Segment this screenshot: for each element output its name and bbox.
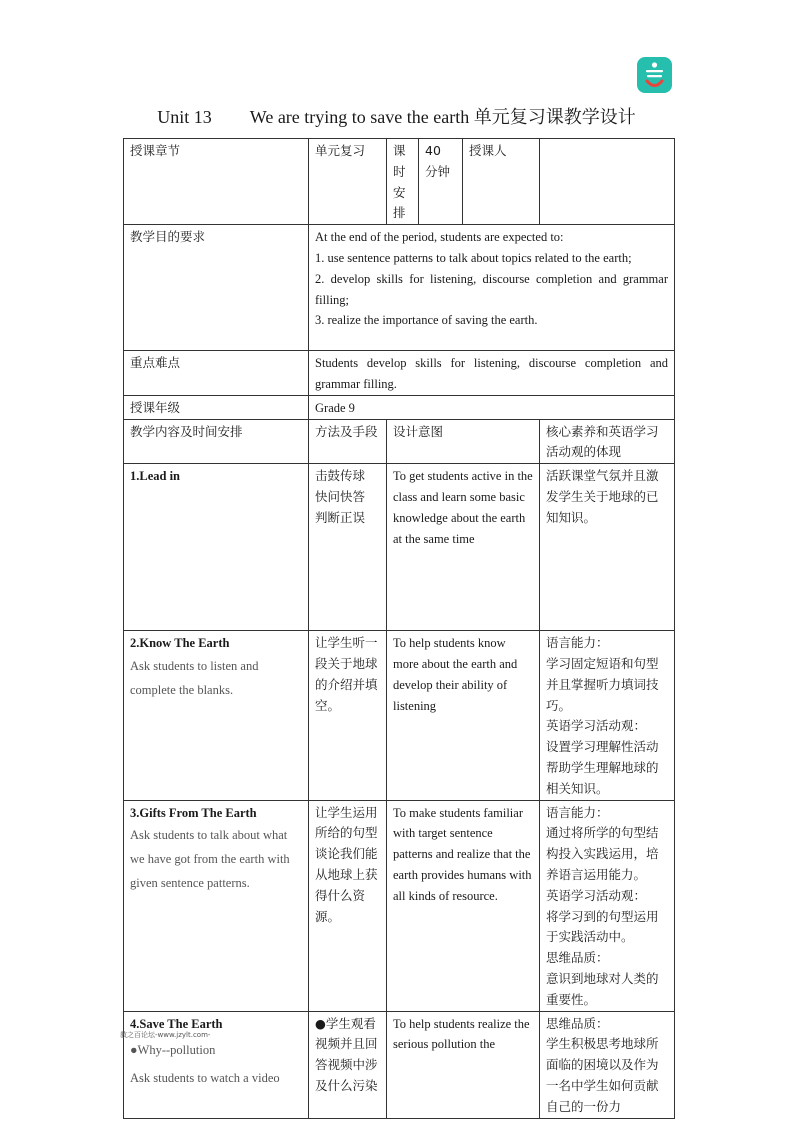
- lead-in-intent: To get students active in the class and learn some basic knowledge about the earth at the same time: [387, 464, 540, 631]
- teacher-label: 授课人: [463, 139, 540, 225]
- header-intent: 设计意图: [387, 419, 540, 464]
- time-value: 40 分钟: [419, 139, 463, 225]
- save-earth-task: Ask students to watch a video: [130, 1071, 280, 1086]
- save-earth-bullet: ●Why--pollution: [130, 1043, 216, 1058]
- book-logo-icon: [637, 57, 672, 93]
- row-gifts-earth: [124, 800, 675, 1011]
- gifts-earth-intent: To make students familiar with target sentence patterns and realize that the earth provides humans with all kinds of resource.: [387, 800, 540, 1011]
- row-chapter: [124, 139, 675, 225]
- save-earth-cell: [124, 1011, 309, 1118]
- objective-2: 2. develop skills for listening, discourse completion and grammar filling;: [315, 271, 668, 307]
- lead-in-heading: 1.Lead in: [124, 464, 309, 631]
- lesson-plan-table: [123, 138, 675, 1119]
- gifts-earth-cell: [124, 800, 309, 1011]
- row-key-points: [124, 351, 675, 396]
- label-objectives: 教学目的要求: [124, 225, 309, 351]
- teacher-value: [540, 139, 675, 225]
- know-earth-method: 让学生听一段关于地球的介绍并填空。: [309, 631, 387, 800]
- objective-intro: At the end of the period, students are expected to:: [315, 230, 564, 245]
- row-save-earth: [124, 1011, 675, 1118]
- chapter-value: 单元复习: [309, 139, 387, 225]
- row-column-headers: [124, 419, 675, 464]
- know-earth-heading: 2.Know The Earth: [130, 636, 230, 651]
- key-points-content: Students develop skills for listening, discourse completion and grammar filling.: [309, 351, 675, 396]
- page-title: [0, 103, 793, 129]
- know-earth-task: Ask students to listen and complete the blanks.: [130, 658, 259, 697]
- header-method: 方法及手段: [309, 419, 387, 464]
- label-key-points: 重点难点: [124, 351, 309, 396]
- title-unit: Unit 13: [157, 107, 212, 127]
- save-earth-method: ●学生观看视频并且回答视频中涉及什么污染: [309, 1011, 387, 1118]
- time-label: 课时安排: [387, 139, 419, 225]
- header-content: 教学内容及时间安排: [124, 419, 309, 464]
- lead-in-core: 活跃课堂气氛并且激发学生关于地球的已知知识。: [540, 464, 675, 631]
- row-grade: [124, 395, 675, 419]
- objective-3: 3. realize the importance of saving the earth.: [315, 313, 538, 328]
- gifts-earth-core: 语言能力： 通过将所学的句型结构投入实践运用，培养语言运用能力。 英语学习活动观： 将学习到的句型运用于实践活动中。 思维品质： 意识到地球对人类的重要性。: [540, 800, 675, 1011]
- lead-in-method: 击鼓传球 快问快答 判断正误: [309, 464, 387, 631]
- save-earth-intent: To help students realize the serious pollution the: [387, 1011, 540, 1118]
- row-lead-in: [124, 464, 675, 631]
- objectives-content: [309, 225, 675, 351]
- save-earth-heading: 4.Save The Earth: [130, 1016, 223, 1031]
- gifts-earth-heading: 3.Gifts From The Earth: [130, 805, 257, 820]
- know-earth-core: 语言能力： 学习固定短语和句型并且掌握听力填词技巧。 英语学习活动观： 设置学习理解性活动帮助学生理解地球的相关知识。: [540, 631, 675, 800]
- know-earth-intent: To help students know more about the earth and develop their ability of listening: [387, 631, 540, 800]
- gifts-earth-method: 让学生运用所给的句型谈论我们能从地球上获得什么资源。: [309, 800, 387, 1011]
- header-core: 核心素养和英语学习活动观的体现: [540, 419, 675, 464]
- footer-source: 教之百论坛-www.jzylt.com-: [120, 1031, 211, 1039]
- gifts-earth-task: Ask students to talk about what we have got from the earth with given sentence patterns.: [130, 828, 290, 891]
- grade-value: Grade 9: [309, 395, 675, 419]
- know-earth-cell: [124, 631, 309, 800]
- label-grade: 授课年级: [124, 395, 309, 419]
- save-earth-core: 思维品质： 学生积极思考地球所面临的困境以及作为一名中学生如何贡献自己的一份力: [540, 1011, 675, 1118]
- title-main: We are trying to save the earth 单元复习课教学设计: [249, 107, 636, 127]
- objective-1: 1. use sentence patterns to talk about topics related to the earth;: [315, 250, 632, 265]
- row-know-earth: [124, 631, 675, 800]
- row-objectives: [124, 225, 675, 351]
- label-chapter: 授课章节: [124, 139, 309, 225]
